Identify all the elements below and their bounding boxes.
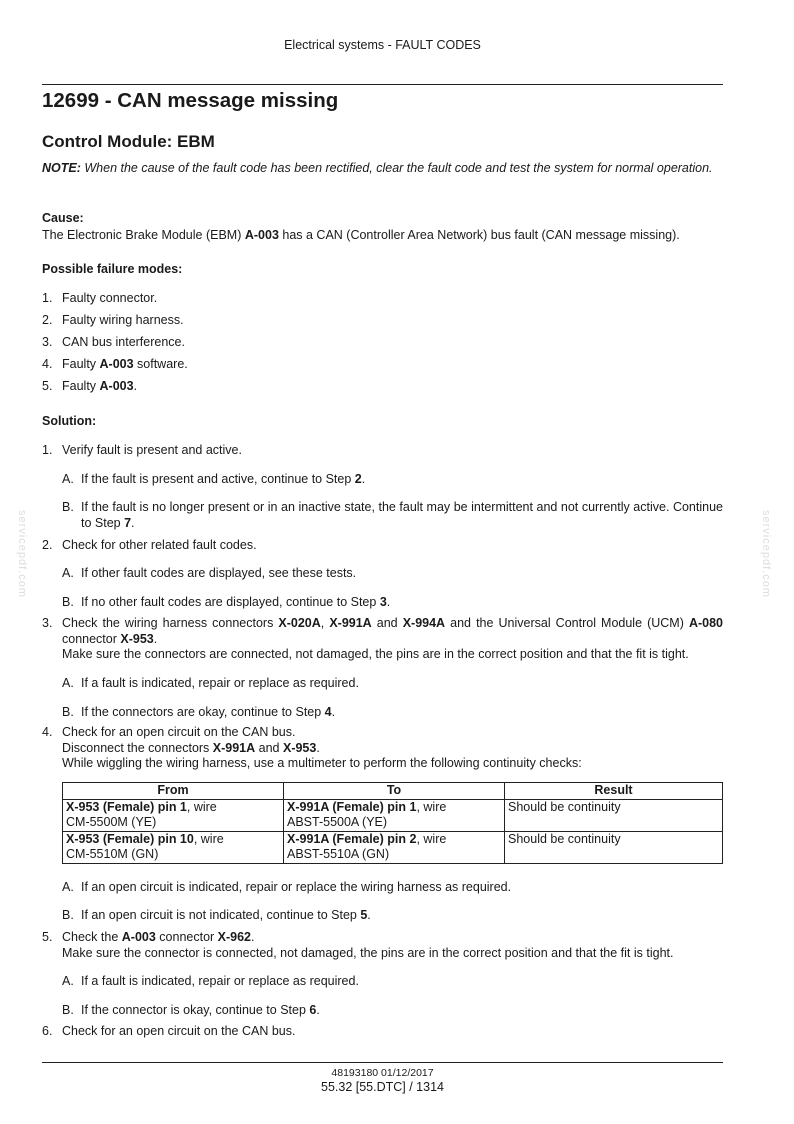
- watermark-left: servicepdf.com: [16, 510, 28, 598]
- option-text: If an open circuit is not indicated, continue to Step 5.: [81, 908, 371, 922]
- to-cell: X-991A (Female) pin 1, wire ABST-5500A (YE): [284, 799, 505, 831]
- footer-page-number: 55.32 [55.DTC] / 1314: [321, 1080, 444, 1094]
- option-text: If a fault is indicated, repair or replace as required.: [81, 974, 359, 988]
- step-text: Check the A-003 connector X-962. Make sure the connector is connected, not damaged, the pins are in the correct position and that the fit is tight.: [62, 930, 674, 960]
- step-number: 4.: [42, 725, 53, 739]
- option-letter: B.: [62, 595, 74, 609]
- step-text: Check for an open circuit on the CAN bus.: [62, 1024, 296, 1038]
- list-number: 5.: [42, 379, 53, 393]
- step-number: 2.: [42, 538, 53, 552]
- option-letter: A.: [62, 880, 74, 894]
- list-text: Faulty A-003 software.: [62, 357, 188, 371]
- footer-document-id: 48193180 01/12/2017: [331, 1067, 434, 1079]
- list-text: CAN bus interference.: [62, 335, 185, 349]
- option-text: If a fault is indicated, repair or replace as required.: [81, 676, 359, 690]
- step-number: 5.: [42, 930, 53, 944]
- option-letter: A.: [62, 472, 74, 486]
- running-header: Electrical systems - FAULT CODES: [284, 38, 481, 52]
- list-number: 4.: [42, 357, 53, 371]
- list-text: Faulty A-003.: [62, 379, 138, 393]
- fault-code-title: 12699 - CAN message missing: [42, 89, 339, 112]
- to-cell: X-991A (Female) pin 2, wire ABST-5510A (GN): [284, 831, 505, 863]
- step-text: Check for an open circuit on the CAN bus. Disconnect the connectors X-991A and X-953. While wiggling the wiring harness, use a multimeter to perform the following continuity checks:: [62, 725, 582, 770]
- watermark-right: servicepdf.com: [760, 510, 772, 598]
- note-paragraph: [42, 160, 723, 176]
- option-text: If an open circuit is indicated, repair or replace the wiring harness as required.: [81, 880, 512, 894]
- option-text: If the connectors are okay, continue to Step 4.: [81, 705, 336, 719]
- control-module-title: Control Module: EBM: [42, 132, 215, 151]
- option-letter: B.: [62, 500, 74, 514]
- step-number: 1.: [42, 443, 53, 457]
- step-number: 3.: [42, 616, 53, 630]
- note-text: When the cause of the fault code has been rectified, clear the fault code and test the system for normal operation.: [80, 161, 713, 175]
- header-rule: [42, 84, 723, 85]
- solution-heading: Solution:: [42, 414, 97, 428]
- note-label: NOTE:: [42, 161, 81, 175]
- cause-text-pre: The Electronic Brake Module (EBM): [42, 228, 245, 242]
- option-text: If the connector is okay, continue to Step 6.: [81, 1003, 320, 1017]
- option-text: If the fault is present and active, continue to Step 2.: [81, 472, 366, 486]
- step-text: Check the wiring harness connectors X-020A, X-991A and X-994A and the Universal Control Module (UCM) A-080 connector X-953. Make sure the connectors are connected, not damaged, the pins are in the correct position and that the fit is tight.: [62, 616, 723, 661]
- option-letter: A.: [62, 566, 74, 580]
- column-header-to: To: [284, 783, 505, 800]
- cause-code: A-003: [244, 228, 279, 242]
- failure-modes-heading: Possible failure modes:: [42, 262, 183, 276]
- list-number: 2.: [42, 313, 53, 327]
- option-text: If no other fault codes are displayed, continue to Step 3.: [81, 595, 391, 609]
- table-row: [63, 831, 723, 863]
- option-letter: B.: [62, 1003, 74, 1017]
- step-number: 6.: [42, 1024, 53, 1038]
- option-letter: B.: [62, 705, 74, 719]
- column-header-from: From: [63, 783, 284, 800]
- continuity-table: [62, 782, 723, 864]
- from-cell: X-953 (Female) pin 1, wire CM-5500M (YE): [63, 799, 284, 831]
- cause-heading: Cause:: [42, 211, 84, 225]
- list-text: Faulty wiring harness.: [62, 313, 184, 327]
- footer-rule: [42, 1062, 723, 1063]
- result-cell: Should be continuity: [505, 831, 723, 863]
- column-header-result: Result: [505, 783, 723, 800]
- table-header-row: [63, 783, 723, 800]
- table-row: [63, 799, 723, 831]
- step-text: Check for other related fault codes.: [62, 538, 257, 552]
- from-cell: X-953 (Female) pin 10, wire CM-5510M (GN): [63, 831, 284, 863]
- cause-text: [42, 228, 723, 244]
- option-letter: A.: [62, 676, 74, 690]
- step-text: Verify fault is present and active.: [62, 443, 242, 457]
- cause-text-post: has a CAN (Controller Area Network) bus fault (CAN message missing).: [278, 228, 680, 242]
- option-text: If other fault codes are displayed, see these tests.: [81, 566, 357, 580]
- result-cell: Should be continuity: [505, 799, 723, 831]
- option-text: If the fault is no longer present or in an inactive state, the fault may be intermittent and not currently active. Continue to Step 7.: [81, 500, 723, 530]
- list-number: 3.: [42, 335, 53, 349]
- option-letter: A.: [62, 974, 74, 988]
- list-text: Faulty connector.: [62, 291, 158, 305]
- option-letter: B.: [62, 908, 74, 922]
- list-number: 1.: [42, 291, 53, 305]
